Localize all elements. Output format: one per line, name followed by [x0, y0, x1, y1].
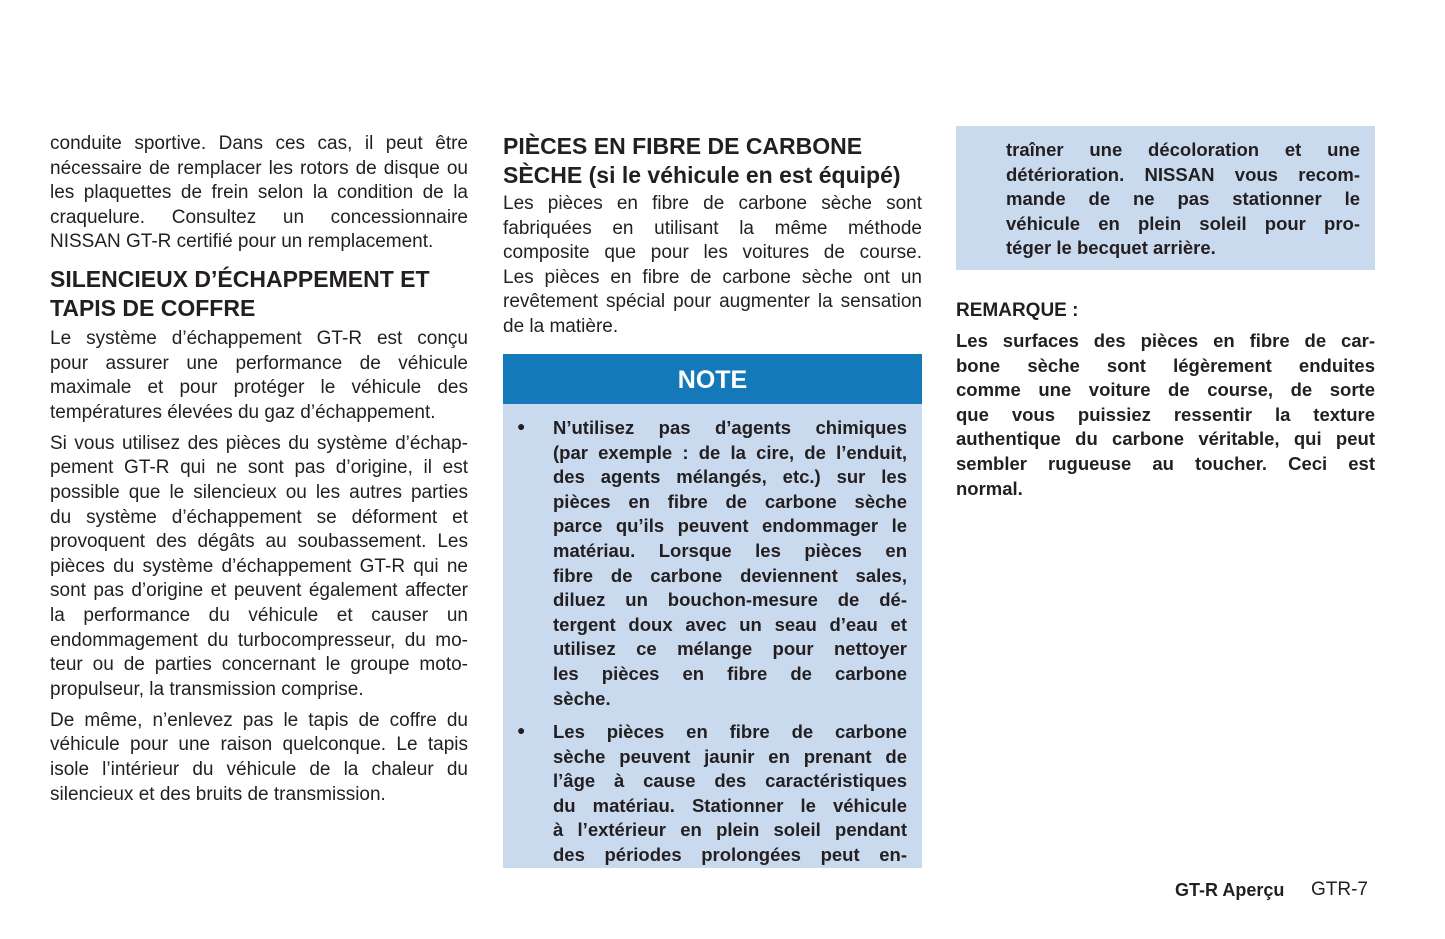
- text-line: endommagement du turbocompresseur, du mo-: [50, 629, 468, 651]
- bullet-icon: ●: [517, 722, 526, 738]
- text-line: pièces du système d’échappement GT-R qui ne: [50, 555, 468, 577]
- text-line: SÈCHE (si le véhicule en est équipé): [503, 162, 901, 188]
- text-line: mande de ne pas stationner le: [1006, 188, 1360, 210]
- text-line: bone sèche sont légèrement enduites: [956, 354, 1375, 376]
- text-line: conduite sportive. Dans ces cas, il peut être: [50, 133, 468, 154]
- text-line: fabriquées en utilisant la même méthode: [503, 217, 922, 239]
- text-line: Les pièces en fibre de carbone: [553, 721, 907, 742]
- text-line: silencieux et des bruits de transmission.: [50, 783, 386, 805]
- note-bullet-1: [553, 416, 907, 711]
- text-line: parce qu’ils peuvent endommager le: [553, 515, 907, 537]
- text-line: pement GT-R qui ne sont pas d’origine, il est: [50, 457, 468, 479]
- text-line: détérioration. NISSAN vous recom-: [1006, 163, 1360, 185]
- text-line: possible que le silencieux ou les autres parties: [50, 482, 468, 504]
- remarque-text: [956, 329, 1375, 501]
- paragraph: [503, 192, 922, 340]
- text-line: téger le becquet arrière.: [1006, 237, 1216, 259]
- text-line: Les surfaces des pièces en fibre de car-: [956, 330, 1375, 351]
- text-line: (par exemple : de la cire, de l’enduit,: [553, 441, 907, 463]
- text-line: pièces en fibre de carbone sèche: [553, 490, 907, 512]
- paragraph: [50, 709, 468, 807]
- text-line: provoquent des dégâts au soubassement. Les: [50, 531, 468, 553]
- section-heading-exhaust: [50, 265, 468, 323]
- text-line: teur ou de parties concernant le groupe moto-: [50, 654, 468, 676]
- text-line: NISSAN GT-R certifié pour un remplacement.: [50, 231, 434, 253]
- text-line: PIÈCES EN FIBRE DE CARBONE: [503, 133, 863, 159]
- note-title: NOTE: [503, 354, 922, 404]
- text-line: propulseur, la transmission comprise.: [50, 678, 364, 700]
- text-line: des agents mélangés, etc.) sur les: [553, 466, 907, 488]
- text-line: pour assurer une performance de véhicule: [50, 352, 468, 374]
- middle-column: [503, 132, 922, 346]
- paragraph: [50, 327, 468, 425]
- text-line: traîner une décoloration et une: [1006, 139, 1360, 160]
- left-column: [50, 132, 468, 814]
- text-line: De même, n’enlevez pas le tapis de coffre du: [50, 709, 468, 731]
- text-line: tergent doux avec un seau d’eau et: [553, 613, 907, 635]
- text-line: authentique du carbone véritable, qui peut: [956, 428, 1375, 450]
- text-line: SILENCIEUX D’ÉCHAPPEMENT ET: [50, 265, 430, 292]
- text-line: les pièces en fibre de carbone: [553, 662, 907, 684]
- text-line: Les pièces en fibre de carbone sèche ont un: [503, 266, 922, 288]
- text-line: utilisez ce mélange pour nettoyer: [553, 638, 907, 660]
- text-line: véhicule en plein soleil pour pro-: [1006, 212, 1360, 234]
- text-line: sèche peuvent jaunir en prenant de: [553, 745, 907, 767]
- text-line: revêtement spécial pour augmenter la sensation: [503, 291, 922, 313]
- text-line: véhicule pour une raison quelconque. Le tapis: [50, 734, 468, 756]
- text-line: matériau. Lorsque les pièces en: [553, 539, 907, 561]
- text-line: à l’extérieur en plein soleil pendant: [553, 819, 907, 841]
- text-line: la performance du véhicule et causer un: [50, 605, 468, 626]
- text-line: des périodes prolongées peut en-: [553, 843, 907, 865]
- right-column: [956, 297, 1375, 501]
- note-continuation-box: [956, 126, 1375, 270]
- text-line: Les pièces en fibre de carbone sèche sont: [503, 193, 922, 214]
- text-line: maximale et pour protéger le véhicule des: [50, 377, 468, 399]
- text-line: nécessaire de remplacer les rotors de disque ou: [50, 157, 468, 179]
- text-line: isole l’intérieur du véhicule de la chaleur du: [50, 759, 468, 781]
- text-line: diluez un bouchon-mesure de dé-: [553, 589, 907, 611]
- note-box: [503, 354, 922, 868]
- page-number: GTR-7: [1311, 879, 1368, 900]
- section-heading-carbon: [503, 132, 922, 190]
- bullet-icon: ●: [517, 418, 526, 434]
- text-line: normal.: [956, 477, 1023, 499]
- note-continuation: [1006, 138, 1360, 261]
- text-line: du matériau. Stationner le véhicule: [553, 794, 907, 816]
- text-line: Le système d’échappement GT-R est conçu: [50, 327, 468, 349]
- text-line: les plaquettes de frein selon la condition de la: [50, 182, 468, 204]
- text-line: craquelure. Consultez un concessionnaire: [50, 206, 468, 228]
- footer-section: GT-R Aperçu: [1175, 880, 1285, 900]
- text-line: sèche.: [553, 687, 611, 709]
- text-line: températures élevées du gaz d’échappement.: [50, 401, 436, 423]
- text-line: TAPIS DE COFFRE: [50, 294, 256, 321]
- text-line: sont pas d’origine et peuvent également affecter: [50, 580, 468, 602]
- remarque-title: REMARQUE :: [956, 300, 1079, 321]
- paragraph: [50, 432, 468, 703]
- text-line: Si vous utilisez des pièces du système d’échap-: [50, 432, 468, 454]
- text-line: du système d’échappement se déforment et: [50, 506, 468, 528]
- text-line: l’âge à cause des caractéristiques: [553, 770, 907, 792]
- text-line: que vous puissiez ressentir la texture: [956, 403, 1375, 425]
- text-line: comme une voiture de course, de sorte: [956, 379, 1375, 401]
- text-line: composite que pour les voitures de course.: [503, 242, 922, 264]
- text-line: N’utilisez pas d’agents chimiques: [553, 417, 907, 438]
- text-line: sembler rugueuse au toucher. Ceci est: [956, 452, 1375, 474]
- text-line: de la matière.: [503, 315, 619, 337]
- paragraph: [50, 132, 468, 255]
- text-line: fibre de carbone deviennent sales,: [553, 564, 907, 586]
- note-bullet-2: [553, 720, 907, 868]
